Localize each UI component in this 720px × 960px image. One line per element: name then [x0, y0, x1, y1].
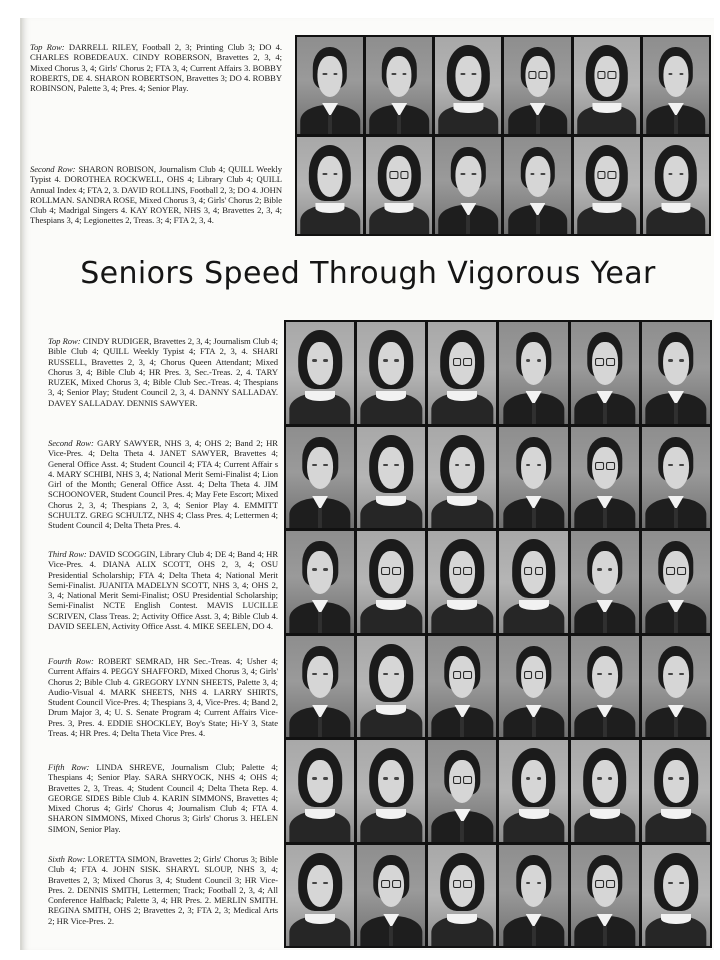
portrait-photo	[357, 427, 425, 529]
portrait-photo	[571, 322, 639, 424]
row-label: Sixth Row:	[48, 854, 86, 864]
portrait-photo	[428, 427, 496, 529]
yearbook-page	[20, 18, 714, 950]
portrait-photo	[286, 740, 354, 842]
caption-fourth-row	[48, 656, 278, 738]
portrait-photo	[435, 37, 501, 134]
portrait-photo	[643, 137, 709, 234]
photo-grid-top	[295, 35, 711, 236]
portrait-photo	[499, 531, 567, 633]
page-headline: Seniors Speed Through Vigorous Year	[80, 256, 656, 291]
portrait-photo	[286, 531, 354, 633]
portrait-photo	[357, 845, 425, 947]
portrait-photo	[642, 636, 710, 738]
portrait-photo	[435, 137, 501, 234]
portrait-photo	[571, 531, 639, 633]
caption-sixth-row	[48, 854, 278, 926]
portrait-photo	[428, 636, 496, 738]
row-label: Top Row:	[48, 336, 81, 346]
portrait-photo	[571, 636, 639, 738]
photo-grid-bottom	[284, 320, 712, 948]
portrait-photo	[499, 636, 567, 738]
portrait-photo	[642, 427, 710, 529]
portrait-photo	[357, 531, 425, 633]
portrait-photo	[286, 636, 354, 738]
portrait-photo	[499, 322, 567, 424]
portrait-photo	[428, 740, 496, 842]
portrait-photo	[357, 740, 425, 842]
portrait-photo	[366, 137, 432, 234]
portrait-photo	[499, 845, 567, 947]
portrait-photo	[574, 37, 640, 134]
row-label: Second Row:	[48, 438, 94, 448]
caption-text: LINDA SHREVE, Journalism Club; Palette 4; Thespians 4; Senior Play. SARA SHRYOCK, NHS 4; OHS 4; Bravettes 2, 3, Treas. 4; Student Council 4; Delta Theta Rep. 4. GEORGE SIDES Bible Club 4. KARIN SIMMONS, Bravettes 4; Mixed Chorus 4; Girls' Chorus 4; Journalism Club 4; FTA 4. SHARON SIMMONS, Mixed Chorus 3; Girls' Chorus 3. HELEN SIMON, Senior Play.	[48, 762, 279, 834]
caption-second-row	[30, 164, 282, 226]
caption-text: SHARON ROBISON, Journalism Club 4; QUILL Weekly Typist 4. DOROTHEA ROCKWELL, OHS 4; Library Club 4; QUILL Annual Index 4; FTA 2, 3. DAVID ROLLINS, Football 2, 3; DO 4. JOHN ROLLMAN. SANDRA ROSE, Mixed Chorus 3, 4; Girls' Chorus 2; Bible Club 4; Madrigal Singers 4. KAY ROYER, NHS 3, 4; Bravettes 2, 3, 4; Thespians 3, 4; Legionettes 2, Treas. 3; 4; FTA 2, 3, 4.	[30, 164, 282, 226]
portrait-photo	[428, 845, 496, 947]
portrait-photo	[286, 427, 354, 529]
row-label: Fifth Row:	[48, 762, 90, 772]
row-label: Fourth Row:	[48, 656, 94, 666]
portrait-photo	[571, 427, 639, 529]
caption-text: LORETTA SIMON, Bravettes 2; Girls' Chorus 3; Bible Club 4; FTA 4. JOHN SISK. SHARYL SLOUP, NHS 3, 4; Bravettes 2, 3; Mixed Chorus 3, 4; Student Council 3; HR Vice-Pres. 2. DENNIS SMITH, Lettermen; Track; Football 2, 3, 4; All Conference Halfback; Palette 3, 4; HR Pres. 2. MERLIN SMITH. REGINA SMITH, OHS 2; Bravettes 2, 3; FTA 2, 3; Medical Arts 2; HR Vice-Pres. 2.	[48, 854, 278, 926]
portrait-photo	[504, 37, 570, 134]
caption-text: ROBERT SEMRAD, HR Sec.-Treas. 4; Usher 4; Current Affairs 4. PEGGY SHAFFORD, Mixed Chorus 3, 4; Girls' Chorus 2; Bible Club 4. GREGORY LYNN SHEETS, Palette 3, 4; Audio-Visual 4. MARK SHEETS, NHS 4. LARRY SHIRTS, Student Council Vice-Pres. 4; Thespians 3, 4, Vice-Pres. 4; Band 2, Drum Major 3, 4; U. S. Senate Program 4; Current Affairs Vice-Pres. 3, Pres. 4. EDDIE SHOCKLEY, Boy's State; Hi-Y 3, State Treas. 4; HR Pres. 4; Delta Theta Vice Pres. 4.	[48, 656, 278, 739]
portrait-photo	[642, 740, 710, 842]
caption-top-row	[30, 42, 282, 93]
portrait-photo	[297, 37, 363, 134]
portrait-photo	[428, 322, 496, 424]
portrait-photo	[499, 740, 567, 842]
portrait-photo	[286, 845, 354, 947]
portrait-photo	[297, 137, 363, 234]
caption-text: DARRELL RILEY, Football 2, 3; Printing Club 3; DO 4. CHARLES ROBEDEAUX. CINDY ROBERSON, Bravettes 2, 3, 4; Mixed Chorus 3, 4; Girls' Chorus 2; FTA 3, 4; Current Affairs 3. BOBBY ROBERTS, DE 4. SHARON ROBERTSON, Bravettes 3; DO 4. ROBBY ROBINSON, Palette 3, 4; Pres. 4; Senior Play.	[30, 42, 282, 94]
portrait-photo	[366, 37, 432, 134]
portrait-photo	[499, 427, 567, 529]
portrait-photo	[504, 137, 570, 234]
portrait-photo	[574, 137, 640, 234]
portrait-photo	[357, 322, 425, 424]
row-label: Second Row:	[30, 164, 76, 174]
caption-third-row	[48, 549, 278, 631]
caption-second-row	[48, 438, 278, 531]
portrait-photo	[642, 322, 710, 424]
caption-text: DAVID SCOGGIN, Library Club 4; DE 4; Band 4; HR Vice-Pres. 4. DIANA ALIX SCOTT, OHS 2, 3, 4; OSU Presidential Scholarship; FTA 4; Delta Theta 4; National Merit Semi-Finalist. JUANITA MADELYN SCOTT, NHS 3, 4; OHS 2, 3, 4; National Merit Semi-Finalist; OSU Presidential Scholarship; Semi-Finalist NCTE English Contest. MAVIS LUCILLE SCRIVEN, Class Treas. 2; Activity Office Asst. 3, 4; Bible Club 4. DAVID SEELEN, Activity Office Asst. 4. MIKE SEELEN, DO 4.	[48, 549, 279, 632]
portrait-photo	[642, 531, 710, 633]
portrait-photo	[286, 322, 354, 424]
portrait-photo	[571, 740, 639, 842]
caption-fifth-row	[48, 762, 278, 834]
row-label: Third Row:	[48, 549, 87, 559]
caption-text: CINDY RUDIGER, Bravettes 2, 3, 4; Journalism Club 4; Bible Club 4; QUILL Weekly Typist 4; FTA 2, 3, 4. SHARI RUSSELL, Bravettes 2, 3, 4; Chorus Queen Attendant; Mixed Chorus 3, 4; Bible Club 4; HR Pres. 3, Sec.-Treas. 2, 4. TARY RUZEK, Mixed Chorus 3, 4; Bible Club Sec.-Treas. 4; Thespians 3, 4; Senior Play; Student Council 2, 3, 4. DANNY SALLADAY. DAVEY SALLADAY. DENNIS SAWYER.	[48, 336, 279, 408]
row-label: Top Row:	[30, 42, 65, 52]
caption-top-row	[48, 336, 278, 408]
caption-text: GARY SAWYER, NHS 3, 4; OHS 2; Band 2; HR Vice-Pres. 4; Delta Theta 4. JANET SAWYER, Bravettes 4; General Office Asst. 4; Student Council 4; FTA 4; Current Affair s 4. MARY SCHIBI, NHS 3, 4; National Merit Semi-Finalist 4; Lion Girl of the Month; General Office Asst. 4; Delta Theta 4. JIM SCHOONOVER, Student Council Pres. 4; May Fete Escort; Mixed Chorus 2, 3, 4; Thespians 2, 3, 4; Senior Play 4. EMMITT SCHULTZ. GREG SCHULTZ, NHS 4; Class Pres. 4; Lettermen 4; Student Council 4; Delta Theta Pres. 4.	[48, 438, 278, 531]
portrait-photo	[571, 845, 639, 947]
portrait-photo	[428, 531, 496, 633]
portrait-photo	[642, 845, 710, 947]
portrait-photo	[643, 37, 709, 134]
portrait-photo	[357, 636, 425, 738]
